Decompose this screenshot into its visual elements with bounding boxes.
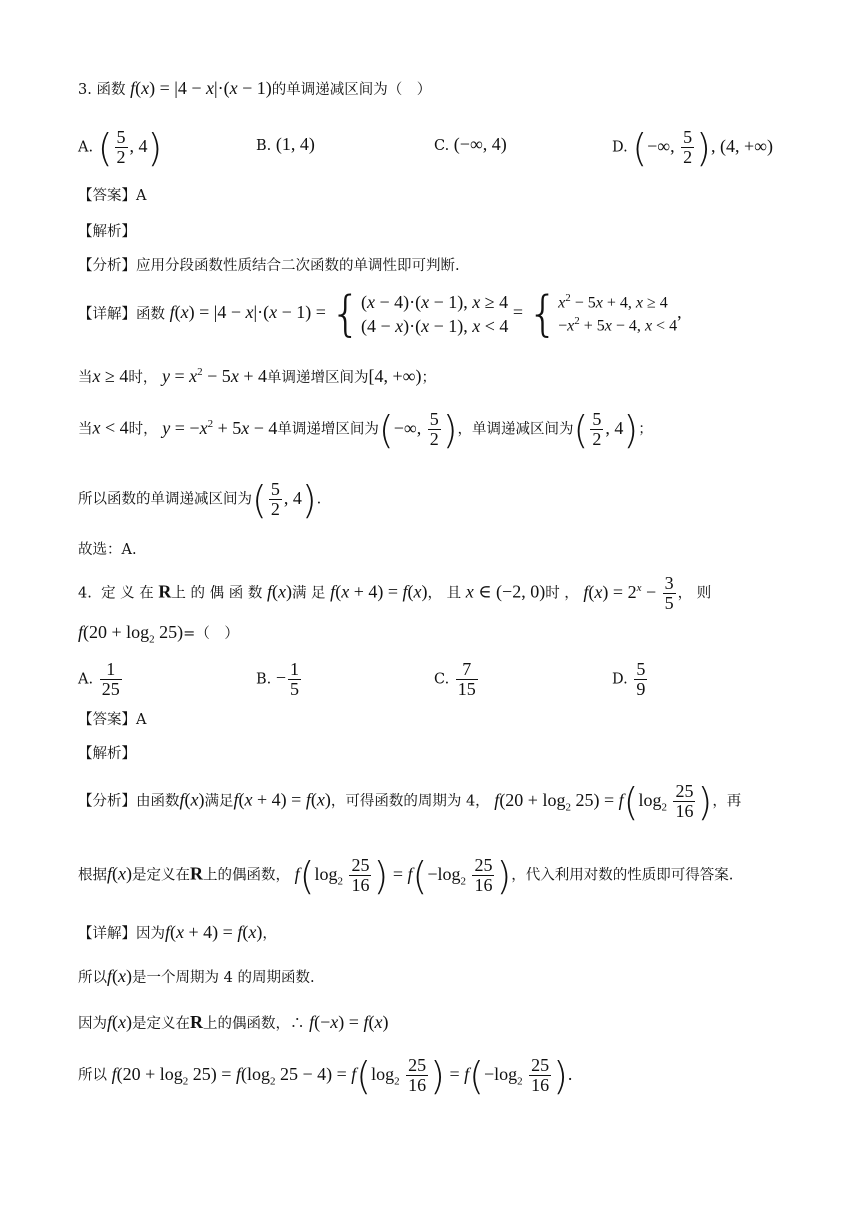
- q3-case2: 当x < 4时， $y = -x^2 + 5x - 4$单调递增区间为(−∞, $\frac{5}{2}$ )，单调递减区间为( $\frac{5}{2}$ , 4)；: [78, 407, 653, 452]
- q3-choice: 故选：A.: [78, 542, 137, 558]
- q3-case1: 当x ≥ 4时， $y = x^2 - 5x + 4$单调递增区间为[4, +∞)；: [78, 366, 436, 386]
- q4-answer: 【答案】A: [78, 712, 147, 728]
- q3-conclusion: 所以函数的单调递减区间为( $\frac{5}{2}$ , 4).: [78, 477, 322, 522]
- q3-stem: 3. 函数 f(x) = |4 − x|·(x − 1)的单调递减区间为（ ）: [78, 78, 432, 98]
- q3-option-a: A. ( $\frac{5}{2}$ , 4): [78, 125, 163, 170]
- q3-analysis-label: 【解析】: [78, 224, 136, 240]
- q4-xiangjie: 【详解】因为f(x + 4) = f(x)，: [78, 922, 277, 942]
- q3-option-b: B. (1, 4): [256, 134, 315, 154]
- q4-fenxi-line2: 根据f(x)是定义在R上的偶函数， $f(\log_2$ $\frac{25}{16}$ ) = $f(-\log_2$ $\frac{25}{16}$ )，代入利用对数的性质即可得答案.: [78, 853, 734, 898]
- q3-option-c: C. (−∞, 4): [434, 134, 507, 154]
- q3-fenxi: 【分析】应用分段函数性质结合二次函数的单调性即可判断.: [78, 258, 460, 274]
- q4-stem: 4. 定 义 在 R上 的 偶 函 数 f(x)满 足 f(x + 4) = f(x)， 且 x ∈ (−2, 0)时 ， $f(x) = 2^x$ − $\frac{3}{5}$ ， 则: [78, 573, 712, 613]
- q4-final: 所以 $f(20 + \log_2 25) = f(\log_2$ $25 - 4) = f(\log_2$ $\frac{25}{16}$ ) = $f(-\log_2$ $\frac{25}{16}$ ).: [78, 1053, 573, 1098]
- q4-period: 所以f(x)是一个周期为 4 的周期函数.: [78, 966, 315, 986]
- q4-option-b: B. − $\frac{1}{5}$: [256, 659, 300, 699]
- q4-fenxi: 【分析】由函数f(x)满足f(x + 4) = f(x)，可得函数的周期为 4， $f(20 + \log_2 25) = f(\log_2$ $\frac{25}{16}$ )，再: [78, 779, 742, 824]
- q4-analysis-label: 【解析】: [78, 746, 136, 762]
- q4-option-c: C. $\frac{7}{15}$: [434, 659, 476, 699]
- q4-even: 因为f(x)是定义在R上的偶函数，∴ f(−x) = f(x): [78, 1012, 389, 1032]
- q3-answer: 【答案】A: [78, 188, 147, 204]
- q3-option-d: D. (−∞, $\frac{5}{2}$ ), (4, +∞): [612, 125, 773, 170]
- q4-stem-line2: $f(20 + \log_2 25)=$（ ）: [78, 622, 239, 646]
- q4-option-a: A. $\frac{1}{25}$: [78, 659, 120, 699]
- q3-xiangjie: 【详解】函数 f(x) = |4 − x|·(x − 1) = { (x − 4)·(x − 1), x ≥ 4 (4 − x)·(x − 1), x < 4 = { $x^2 - 5x + 4$, x ≥ 4 $-x^2 + 5x - 4$, x < 4 ,: [78, 286, 682, 343]
- q4-option-d: D. $\frac{5}{9}$: [612, 659, 646, 699]
